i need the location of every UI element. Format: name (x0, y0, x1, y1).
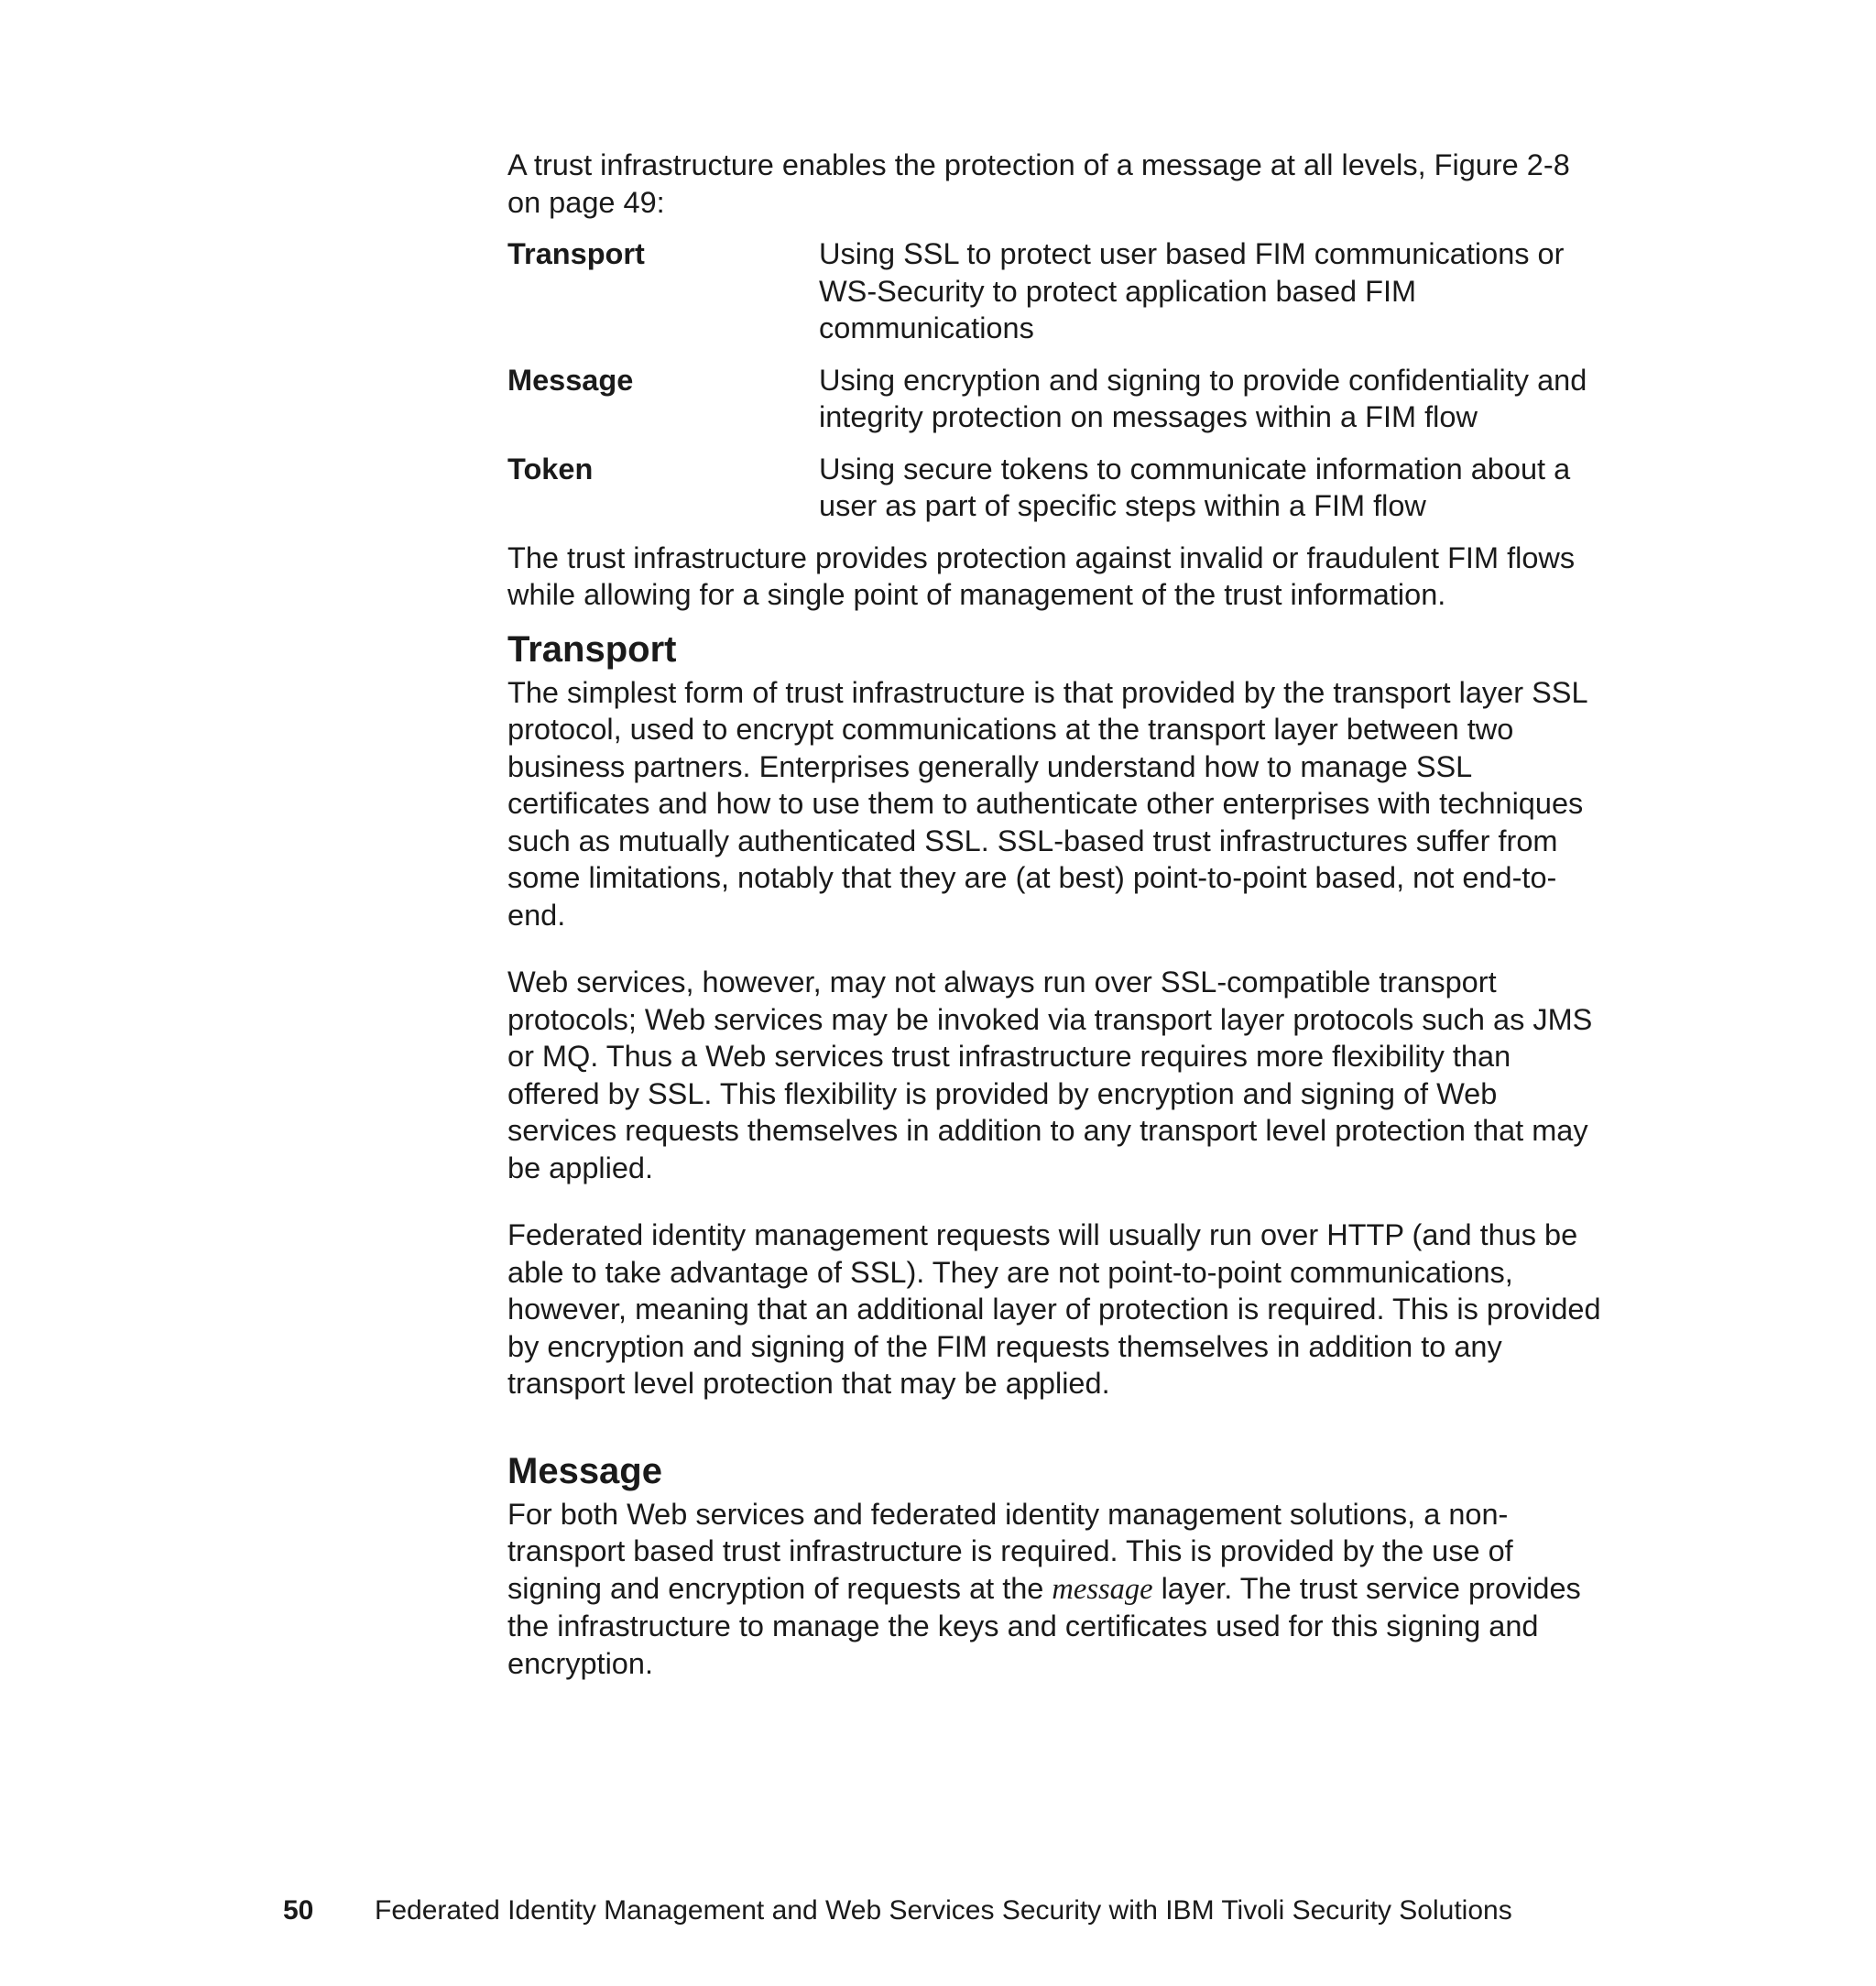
definition-row-token (507, 451, 1607, 525)
definition-row-message (507, 362, 1607, 436)
page-footer (283, 1894, 1512, 1927)
definition-description: Using SSL to protect user based FIM communications or WS-Security to protect application based FIM communications (819, 237, 1565, 344)
section-heading-message: Message (507, 1450, 662, 1491)
definition-description: Using secure tokens to communicate information about a user as part of specific steps within a FIM flow (819, 452, 1571, 522)
transport-paragraph-2: Web services, however, may not always run over SSL-compatible transport protocols; Web services may be invoked via transport layer protocols such as JMS or MQ. Thus a Web services trust infrastructure requires more flexibility than offered by SSL. This flexibility is provided by encryption and signing of Web services requests themselves in addition to any transport level protection that may be applied. (507, 966, 1593, 1184)
definition-row-transport (507, 235, 1607, 347)
message-paragraph (507, 1496, 1607, 1683)
definition-term: Transport (507, 237, 645, 270)
page-number: 50 (283, 1895, 314, 1926)
page-content (507, 147, 1607, 1682)
message-emphasis: message (1052, 1572, 1153, 1606)
section-heading-transport: Transport (507, 628, 677, 670)
message-text-before: For both Web services and federated identity management solutions, a non-transport based trust infrastructure is required. This is provided by the use of signing and encryption of requests at the (507, 1497, 1513, 1605)
message-text-after: layer. The trust service provides the infrastructure to manage the keys and certificates used for this signing and encryption. (507, 1571, 1581, 1680)
definition-term: Token (507, 452, 594, 486)
definition-list (507, 235, 1607, 525)
book-title: Federated Identity Management and Web Services Security with IBM Tivoli Security Solutions (375, 1895, 1512, 1926)
intro-paragraph: A trust infrastructure enables the protection of a message at all levels, Figure 2-8 on page 49: (507, 148, 1570, 219)
definition-description: Using encryption and signing to provide confidentiality and integrity protection on messages within a FIM flow (819, 363, 1587, 433)
transport-paragraph-1: The simplest form of trust infrastructure is that provided by the transport layer SSL protocol, used to encrypt communications at the transport layer between two business partners. Enterprises generally understand how to manage SSL certificates and how to use them to authenticate other enterprises with techniques such as mutually authenticated SSL. SSL-based trust infrastructures suffer from some limitations, notably that they are (at best) point-to-point based, not end-to-end. (507, 675, 1587, 932)
summary-paragraph: The trust infrastructure provides protection against invalid or fraudulent FIM flows while allowing for a single point of management of the trust information. (507, 540, 1576, 611)
definition-term: Message (507, 363, 634, 397)
transport-paragraph-3: Federated identity management requests will usually run over HTTP (and thus be able to take advantage of SSL). They are not point-to-point communications, however, meaning that an additional layer of protection is required. This is provided by encryption and signing of the FIM requests themselves in addition to any transport level protection that may be applied. (507, 1218, 1601, 1400)
